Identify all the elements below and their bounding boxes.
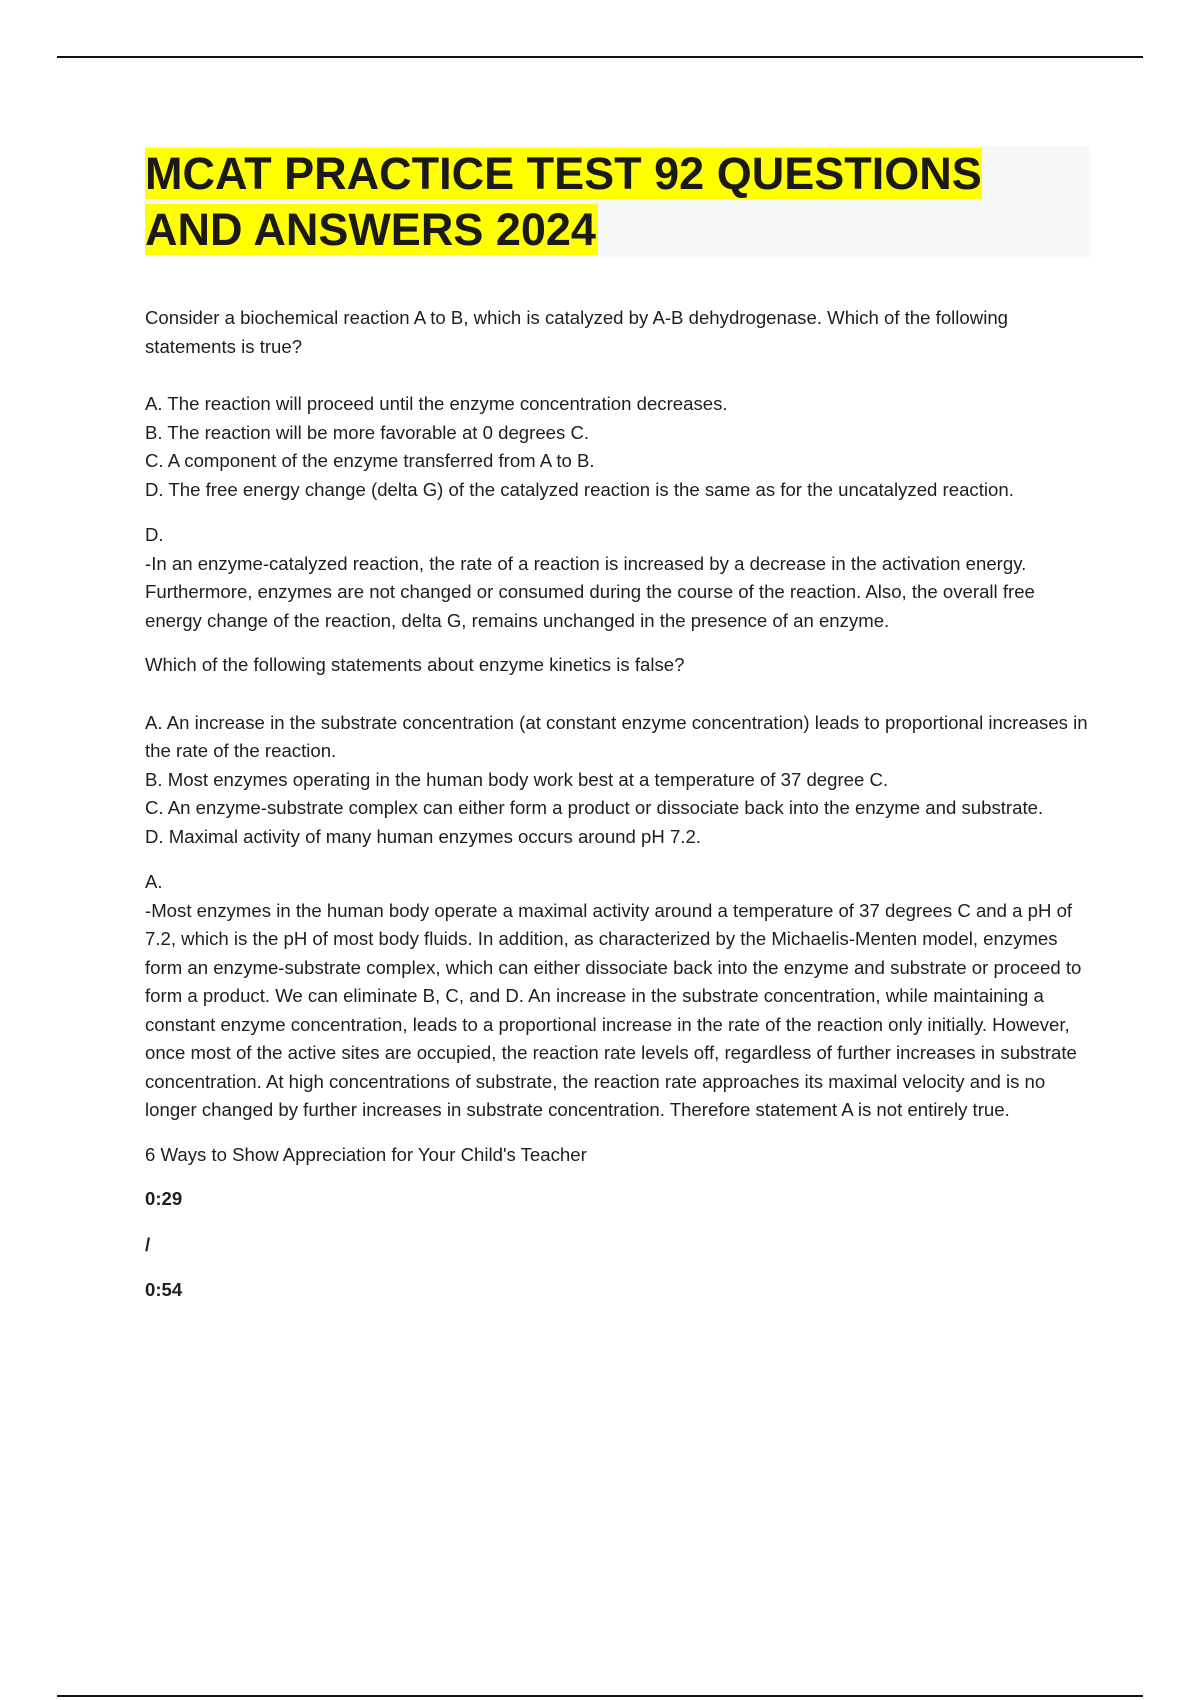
- document-title: [145, 146, 1090, 258]
- question-2-option-b: B. Most enzymes operating in the human body work best at a temperature of 37 degree C.: [145, 768, 889, 790]
- document-title-text: MCAT PRACTICE TEST 92 QUESTIONS AND ANSWERS 2024: [145, 148, 982, 255]
- bottom-rule: [57, 1695, 1143, 1697]
- question-2-explanation: -Most enzymes in the human body operate a maximal activity around a temperature of 37 degrees C and a pH of 7.2, which is the pH of most body fluids. In addition, as characterized by the Michaelis-Menten model, enzymes form an enzyme-substrate complex, which can either dissociate back into the enzyme and substrate or proceed to form a product. We can eliminate B, C, and D. An increase in the substrate concentration, while maintaining a constant enzyme concentration, leads to a proportional increase in the rate of the reaction only initially. However, once most of the active sites are occupied, the reaction rate levels off, regardless of further increases in substrate concentration. At high concentrations of substrate, the reaction rate approaches its maximal velocity and is no longer changed by further increases in substrate concentration. Therefore statement A is not entirely true.: [145, 899, 1082, 1120]
- question-1-explanation: -In an enzyme-catalyzed reaction, the rate of a reaction is increased by a decrease in the activation energy. Furthermore, enzymes are not changed or consumed during the course of the reaction. Also, the overall free energy change of the reaction, delta G, remains unchanged in the presence of an enzyme.: [145, 552, 1035, 631]
- question-1-option-a: A. The reaction will proceed until the enzyme concentration decreases.: [145, 393, 728, 414]
- video-current-time: 0:29: [145, 1188, 183, 1209]
- title-block: [145, 146, 1090, 258]
- question-2-option-c: C. An enzyme-substrate complex can either form a product or dissociate back into the enzyme and substrate.: [145, 797, 1044, 818]
- question-2-options: [145, 709, 1090, 852]
- question-2-answer: A.: [145, 871, 163, 892]
- question-1-options: [145, 390, 1090, 504]
- question-2-option-a: A. An increase in the substrate concentration (at constant enzyme concentration) leads to proportional increases in the rate of the reaction.: [145, 711, 1088, 761]
- question-2-option-d: D. Maximal activity of many human enzymes occurs around pH 7.2.: [145, 825, 701, 847]
- document-body: [145, 146, 1090, 1322]
- question-1-option-d: D. The free energy change (delta G) of the catalyzed reaction is the same as for the uncatalyzed reaction.: [145, 478, 1014, 500]
- question-1-option-c: C. A component of the enzyme transferred from A to B.: [145, 450, 595, 471]
- video-duration: 0:54: [145, 1279, 183, 1300]
- top-rule: [57, 56, 1143, 58]
- question-1-answer: D.: [145, 524, 164, 545]
- video-title[interactable]: 6 Ways to Show Appreciation for Your Child's Teacher: [145, 1143, 587, 1165]
- question-2: Which of the following statements about enzyme kinetics is false?: [145, 654, 685, 675]
- question-1-option-b: B. The reaction will be more favorable at 0 degrees C.: [145, 421, 590, 443]
- question-1: Consider a biochemical reaction A to B, which is catalyzed by A-B dehydrogenase. Which of the following statements is true?: [145, 307, 1009, 357]
- video-time-separator: /: [145, 1233, 151, 1255]
